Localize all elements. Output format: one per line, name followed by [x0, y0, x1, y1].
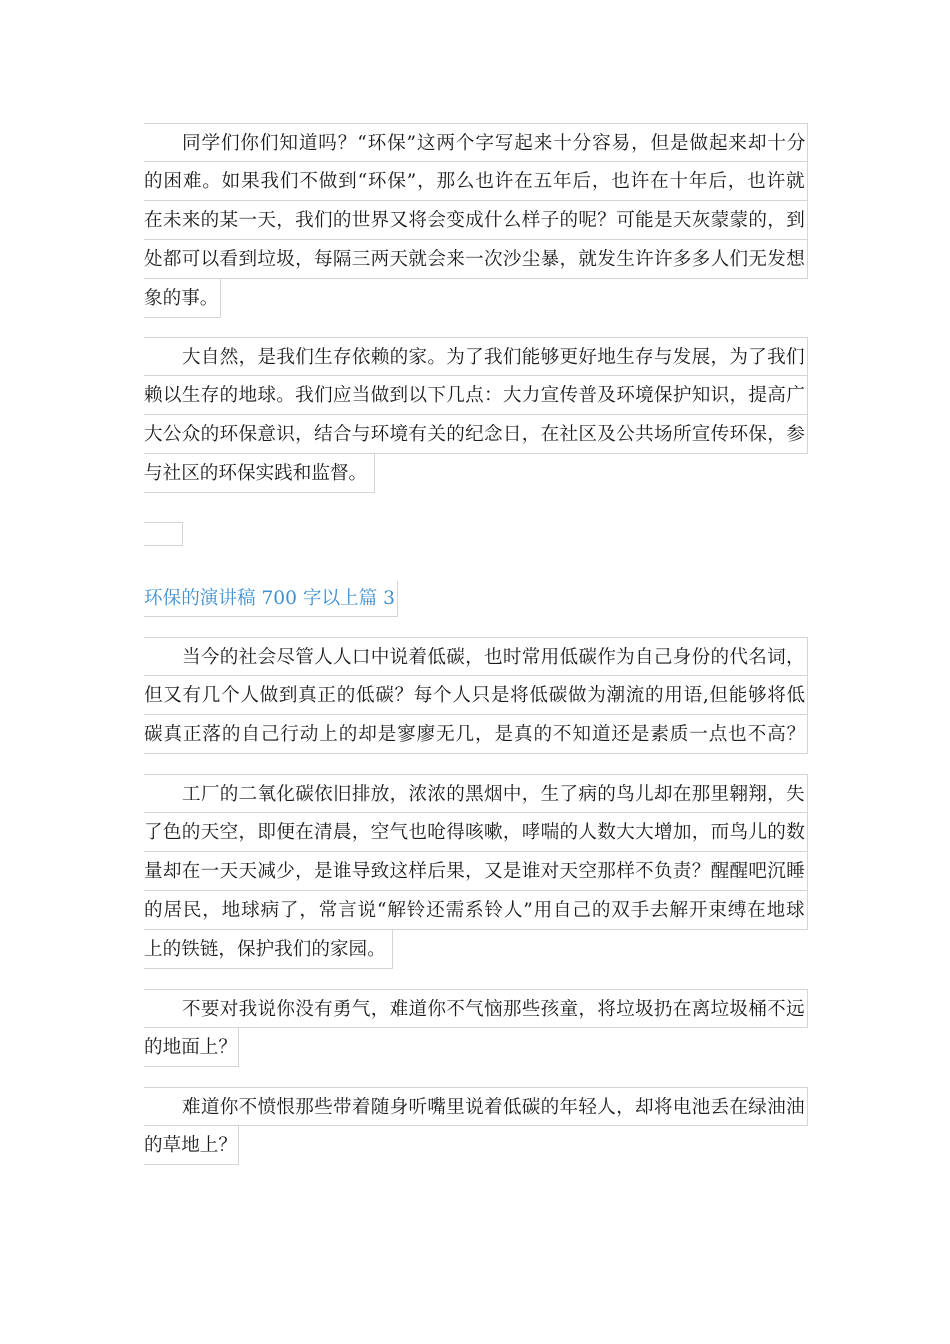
paragraph-line: 的困难。如果我们不做到“环保”，那么也许在五年后，也许在十年后，也许就	[144, 162, 808, 201]
paragraph-line: 的草地上？	[144, 1126, 239, 1165]
paragraph-6	[144, 1087, 808, 1165]
paragraph-line: 工厂的二氧化碳依旧排放，浓浓的黑烟中，生了病的鸟儿却在那里翱翔，失	[144, 774, 808, 813]
paragraph-3	[144, 637, 808, 754]
paragraph-line: 在未来的某一天，我们的世界又将会变成什么样子的呢？可能是天灰蒙蒙的，到	[144, 201, 808, 240]
paragraph-line: 但又有几个人做到真正的低碳？每个人只是将低碳做为潮流的用语,但能够将低	[144, 676, 808, 715]
paragraph-line: 当今的社会尽管人人口中说着低碳，也时常用低碳作为自己身份的代名词，	[144, 637, 808, 676]
paragraph-line: 大自然，是我们生存依赖的家。为了我们能够更好地生存与发展，为了我们	[144, 337, 808, 376]
empty-placeholder-box	[144, 522, 183, 546]
paragraph-5	[144, 989, 808, 1067]
paragraph-4	[144, 774, 808, 969]
paragraph-line: 处都可以看到垃圾，每隔三两天就会来一次沙尘暴，就发生许许多多人们无发想	[144, 240, 808, 279]
paragraph-line: 的居民，地球病了，常言说“解铃还需系铃人”用自己的双手去解开束缚在地球	[144, 891, 808, 930]
paragraph-line: 象的事。	[144, 279, 221, 318]
paragraph-2	[144, 337, 808, 493]
paragraph-1	[144, 123, 808, 318]
paragraph-line: 上的铁链，保护我们的家园。	[144, 930, 393, 969]
paragraph-line: 的地面上？	[144, 1028, 239, 1067]
paragraph-line: 碳真正落的自己行动上的却是寥廖无几，是真的不知道还是素质一点也不高？	[144, 715, 808, 754]
paragraph-line: 量却在一天天减少，是谁导致这样后果，又是谁对天空那样不负责？醒醒吧沉睡	[144, 852, 808, 891]
paragraph-line: 与社区的环保实践和监督。	[144, 454, 375, 493]
paragraph-line: 了色的天空，即便在清晨，空气也呛得咳嗽，哮喘的人数大大增加，而鸟儿的数	[144, 813, 808, 852]
paragraph-line: 不要对我说你没有勇气，难道你不气恼那些孩童，将垃圾扔在离垃圾桶不远	[144, 989, 808, 1028]
paragraph-line: 赖以生存的地球。我们应当做到以下几点：大力宣传普及环境保护知识，提高广	[144, 376, 808, 415]
paragraph-line: 同学们你们知道吗？“环保”这两个字写起来十分容易，但是做起来却十分	[144, 123, 808, 162]
section-heading: 环保的演讲稿 700 字以上篇 3	[144, 581, 398, 617]
paragraph-line: 大公众的环保意识，结合与环境有关的纪念日，在社区及公共场所宣传环保，参	[144, 415, 808, 454]
paragraph-line: 难道你不愤恨那些带着随身听嘴里说着低碳的年轻人，却将电池丢在绿油油	[144, 1087, 808, 1126]
